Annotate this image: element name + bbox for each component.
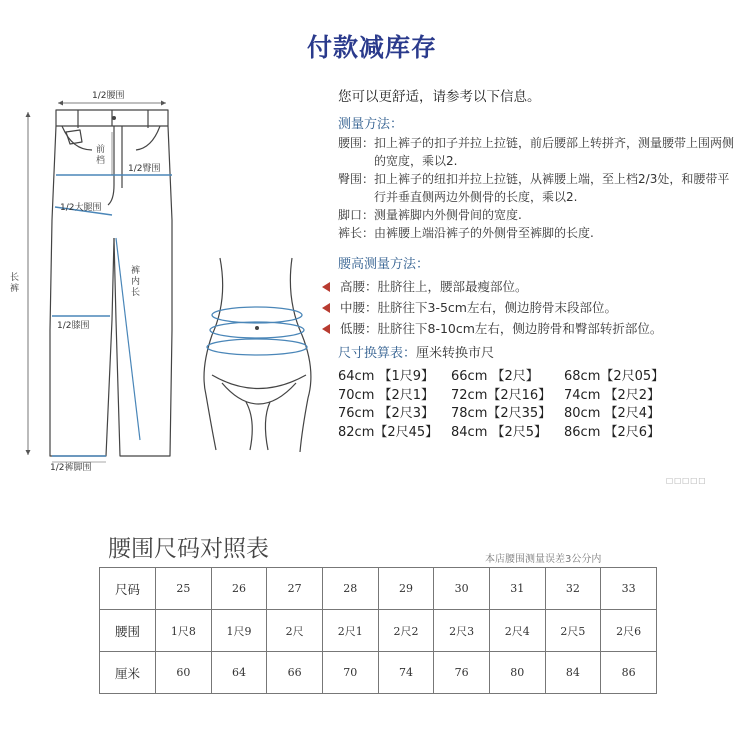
table-cell: 33	[601, 568, 657, 610]
knee-dim-label: 1/2膝围	[57, 321, 90, 331]
table-cell: 30	[434, 568, 490, 610]
conversion-cell: 68cm【2尺05】	[564, 369, 665, 384]
conversion-cell: 74cm 【2尺2】	[564, 387, 661, 403]
conversion-row	[338, 405, 738, 424]
table-cell: 66	[267, 652, 323, 694]
table-cell: 74	[378, 652, 434, 694]
table-row	[100, 652, 657, 694]
measure-waist: 腰围： 扣上裤子的扣子并拉上拉链，前后腰部上转拼齐，测量腰带上围两侧的宽度，乘以2.	[338, 136, 735, 168]
table-cell: 26	[211, 568, 267, 610]
conversion-cell: 82cm【2尺45】	[338, 424, 439, 440]
arrow-left-icon	[322, 303, 330, 313]
measure-hip: 臀围： 扣上裤子的纽扣并拉上拉链，从裤腰上端，至上档2/3处，和腰带平行并垂直侧两边外侧骨的长度，乘以2.	[338, 172, 730, 204]
conversion-cell: 64cm 【1尺9】	[338, 369, 435, 384]
table-cell: 84	[545, 652, 601, 694]
arrow-left-icon	[322, 324, 330, 334]
conversion-cell: 80cm 【2尺4】	[564, 406, 661, 421]
waist-dim-label: 1/2腰围	[92, 91, 125, 101]
table-cell: 86	[601, 652, 657, 694]
conversion-row	[338, 424, 738, 443]
table-cell: 2尺3	[434, 610, 490, 652]
table-cell: 31	[489, 568, 545, 610]
table-cell: 2尺4	[489, 610, 545, 652]
table-cell: 60	[156, 652, 212, 694]
waist-height-high: 高腰：肚脐往上，腰部最瘦部位。	[338, 276, 738, 297]
conversion-cell: 72cm【2尺16】	[451, 387, 552, 403]
table-cell: 64	[211, 652, 267, 694]
conversion-row	[338, 368, 738, 387]
table-cell: 25	[156, 568, 212, 610]
table-cell: 2尺2	[378, 610, 434, 652]
table-cell: 76	[434, 652, 490, 694]
conversion-cell: 78cm【2尺35】	[451, 406, 552, 421]
conversion-section	[338, 345, 738, 442]
table-cell: 28	[322, 568, 378, 610]
table-cell: 2尺5	[545, 610, 601, 652]
table-cell: 27	[267, 568, 323, 610]
hem-dim-label: 1/2裤脚围	[50, 463, 92, 473]
conversion-cell: 76cm 【2尺3】	[338, 406, 435, 421]
row-header: 尺码	[100, 568, 156, 610]
inseam-label: 裤内长	[131, 266, 141, 298]
conversion-subtitle: 厘米转换市尺	[416, 346, 495, 361]
arrow-left-icon	[322, 282, 330, 292]
info-panel	[338, 88, 738, 442]
conversion-cell: 70cm 【2尺1】	[338, 387, 435, 403]
table-row	[100, 610, 657, 652]
thigh-dim-label: 1/2大腿围	[60, 203, 102, 213]
conversion-cell: 84cm 【2尺5】	[451, 424, 548, 440]
table-cell: 70	[322, 652, 378, 694]
size-table-note: 本店腰围测量误差3公分内	[485, 554, 602, 565]
table-cell: 80	[489, 652, 545, 694]
table-row	[100, 568, 657, 610]
intro-text: 您可以更舒适，请参考以下信息。	[338, 89, 541, 105]
row-header: 腰围	[100, 610, 156, 652]
waist-height-title: 腰高测量方法：	[338, 257, 430, 272]
conversion-grid	[338, 368, 738, 442]
measure-hem: 脚口： 测量裤脚内外侧骨间的宽度.	[338, 208, 522, 222]
length-dim-label: 长裤	[10, 273, 20, 294]
conversion-cell: 86cm 【2尺6】	[564, 424, 661, 440]
size-table	[99, 567, 657, 694]
table-cell: 32	[545, 568, 601, 610]
size-table-title: 腰围尺码对照表	[108, 536, 269, 562]
measure-method-title: 测量方法：	[338, 117, 404, 132]
front-rise-label: 前档	[96, 145, 106, 166]
row-header: 厘米	[100, 652, 156, 694]
waist-height-mid: 中腰：肚脐往下3-5cm左右，侧边胯骨末段部位。	[338, 297, 738, 318]
conversion-title: 尺寸换算表：厘米转换市尺	[338, 346, 495, 361]
table-cell: 2尺	[267, 610, 323, 652]
table-cell: 2尺6	[601, 610, 657, 652]
table-cell: 2尺1	[322, 610, 378, 652]
table-cell: 1尺9	[211, 610, 267, 652]
conversion-cell: 66cm 【2尺】	[451, 369, 539, 384]
table-cell: 29	[378, 568, 434, 610]
conversion-row	[338, 387, 738, 406]
measure-length: 裤长： 由裤腰上端沿裤子的外侧骨至裤脚的长度.	[338, 226, 594, 240]
hip-dim-label: 1/2臀围	[128, 164, 161, 174]
watermark: □□□□□	[666, 476, 707, 485]
table-cell: 1尺8	[156, 610, 212, 652]
page-title: 付款减库存	[306, 33, 437, 62]
waist-height-low: 低腰：肚脐往下8-10cm左右，侧边胯骨和臀部转折部位。	[338, 318, 738, 339]
